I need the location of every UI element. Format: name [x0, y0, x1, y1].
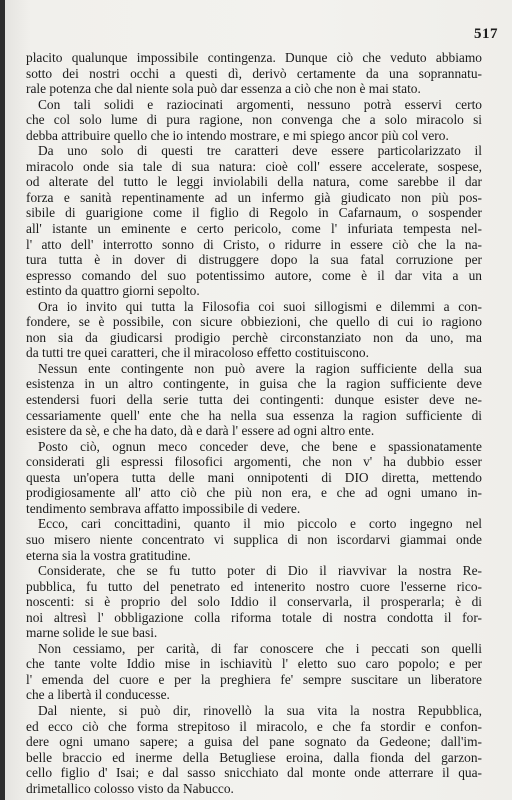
- text-line: Posto ciò, ognun meco conceder deve, che bene e spassionatamente: [38, 438, 482, 454]
- text-line: Non cessiamo, per carità, di far conoscere che i peccati son quelli: [38, 640, 482, 656]
- text-line: Ora io invito qui tutta la Filosofia coi suoi sillogismi e dilemmi a con-: [38, 298, 482, 314]
- text-line: Considerate, che se fu tutto poter di Dio il riavvivar la nostra Re-: [38, 563, 482, 579]
- text-line: l' atto dell' interrotto sonno di Cristo, o ridurre in essere ciò che la na-: [26, 236, 482, 252]
- text-line: miracolo onde sia tale di sua natura: cioè coll' essere accelerate, sospese,: [26, 158, 482, 174]
- text-line: noi altresì l' obbligazione colla riforma totale di nostra condotta il for-: [26, 609, 482, 625]
- text-line: noscenti: si è proprio del solo Iddio il conservarla, il prosperarla; è di: [26, 594, 482, 610]
- scan-edge: [0, 0, 5, 800]
- text-line: espresso comando del suo potentissimo autore, come è il dar vita a un: [26, 267, 482, 283]
- text-line: eterna sia la vostra gratitudine.: [26, 547, 191, 563]
- text-line: marne solide le sue basi.: [26, 625, 158, 641]
- text-line: belle braccio ed inerme della Betugliese eroina, dalla fionda del garzon-: [26, 749, 482, 765]
- text-line: tendimento sembrava affatto impossibile di vedere.: [26, 500, 301, 516]
- text-line: placito qualunque impossibile contingenza. Dunque ciò che veduto abbiamo: [26, 50, 482, 65]
- text-line: sotto dei nostri occhi a questi dì, derivò certamente da una soprannatu-: [26, 65, 482, 81]
- text-line: dere ogni umano sapere; a guisa del pane sognato da Gedeone; dall'im-: [26, 734, 482, 750]
- text-line: suo misero niente concentrato vi supplica di non iscordarvi giammai onde: [26, 531, 482, 547]
- text-line: pubblica, fu tutto del penetrato ed intenerito nostro cuore l'esserne rico-: [26, 578, 482, 594]
- text-line: non sia da giudicarsi prodigio perchè circonstanziato non da uno, ma: [26, 329, 482, 345]
- text-line: questa un'opera tutta delle mani onnipotenti di DIO diretta, mettendo: [26, 469, 482, 485]
- text-line: Dal niente, si può dir, rinovellò la sua vita la nostra Repubblica,: [38, 702, 482, 718]
- text-line: od alterate del tutto le leggi inviolabili della natura, come sarebbe il dar: [26, 174, 482, 190]
- text-line: l' emenda del cuore e per la preghiera fe' sempre suscitare un liberatore: [26, 671, 482, 687]
- text-line: cessariamente quell' ente che ha nella sua essenza la ragion sufficiente di: [26, 407, 482, 423]
- text-line: Da uno solo di questi tre caratteri deve essere particolarizzato il: [38, 143, 482, 159]
- text-line: considerati gli espressi filosofici argomenti, che non v' ha dubbio esser: [26, 454, 482, 470]
- text-line: estinto da quattro giorni sepolto.: [26, 283, 200, 299]
- text-line: rale potenza che dal niente sola può dar essenza a ciò che non è mai stato.: [26, 81, 421, 97]
- text-line: drimetallico colosso visto da Nabucco.: [26, 780, 234, 796]
- text-line: debba attribuire quello che io intendo mostrare, e mi spiego ancor più col vero.: [26, 127, 449, 143]
- text-line: all' istante un eminente e certo pericolo, come l' infuriata tempesta nel-: [26, 221, 482, 237]
- text-line: che tante volte Iddio mise in ischiavitù l' eletto suo caro popolo; e per: [26, 656, 482, 672]
- text-line: ed ecco ciò che forma strepitoso il miracolo, e che fa stordir e confon-: [26, 718, 482, 734]
- text-line: Nessun ente contingente non può avere la ragion sufficiente della sua: [38, 360, 482, 376]
- page-body-text: [26, 50, 482, 796]
- text-line: esistere da sè, e che ha dato, dà e darà l' essere ad ogni altro ente.: [26, 423, 375, 439]
- text-line: sibile di guarigione come il figlio di Regolo in Cafarnaum, o sospender: [26, 205, 482, 221]
- text-line: che col solo lume di pura ragione, non convenga che a solo miracolo si: [26, 112, 482, 128]
- text-line: Ecco, cari concittadini, quanto il mio piccolo e corto ingegno nel: [38, 516, 482, 532]
- text-line: fondere, se è possibile, con sicure obbiezioni, che quello di cui io ragiono: [26, 314, 482, 330]
- text-line: esistenza in un altro contingente, in guisa che la ragion sufficiente deve: [26, 376, 482, 392]
- text-line: da tutti tre quei caratteri, che il miracoloso effetto costituiscono.: [26, 345, 369, 361]
- text-line: estendersi fuori della serie tutta dei contingenti: dunque esister deve ne-: [26, 392, 482, 408]
- text-line: che a libertà il conducesse.: [26, 687, 170, 703]
- text-line: tura tutta è in dover di distruggere dopo la sua fatal corruzione per: [26, 252, 482, 268]
- text-line: prodigiosamente all' atto ciò che più non era, e che ad ogni umano in-: [26, 485, 482, 501]
- text-line: Con tali solidi e raziocinati argomenti, nessuno potrà esservi certo: [38, 96, 482, 112]
- page-number: 517: [474, 26, 498, 42]
- text-line: cello figlio d' Isai; e dal sasso snicchiato dal monte onde atterrare il qua-: [26, 765, 482, 781]
- text-line: forza e sanità repentinamente ad un infermo già giudicato non più pos-: [26, 189, 482, 205]
